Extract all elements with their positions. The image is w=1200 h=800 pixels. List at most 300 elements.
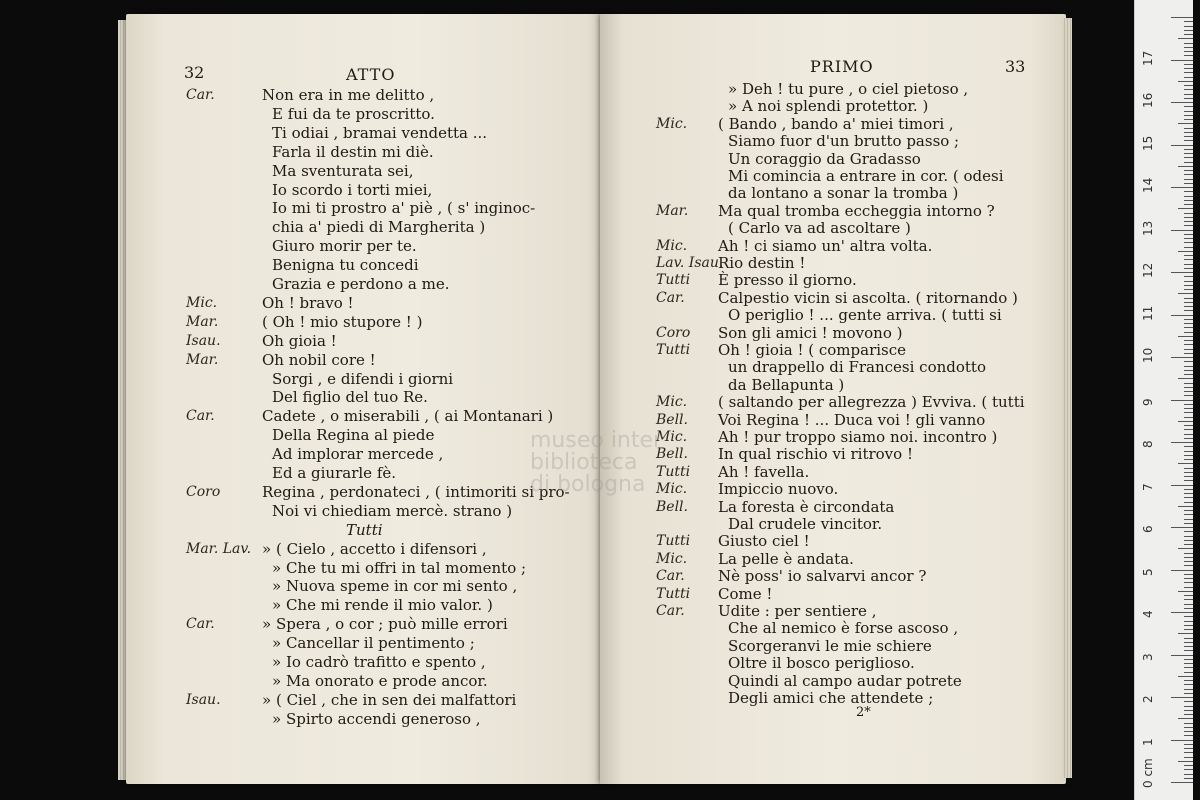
ruler-tick: [1184, 64, 1193, 65]
ruler-tick: [1184, 374, 1193, 375]
verse-line: La pelle è andata.: [718, 549, 854, 568]
verse-line: » Deh ! tu pure , o ciel pietoso ,: [728, 80, 969, 98]
ruler-tick: [1184, 43, 1193, 44]
ruler-tick: [1184, 225, 1193, 226]
ruler-tick: [1171, 442, 1193, 443]
ruler-tick: [1171, 782, 1193, 783]
ruler-tick: [1184, 361, 1193, 362]
speaker-label: Car.: [656, 603, 685, 619]
ruler-tick: [1184, 285, 1193, 286]
ruler-tick: [1184, 98, 1193, 99]
ruler-label: 9: [1141, 397, 1155, 406]
ruler-tick: [1184, 323, 1193, 324]
verse-line: » Io cadrò trafitto e spento ,: [272, 653, 486, 671]
signature-mark: 2*: [856, 705, 871, 720]
ruler-label: 15: [1141, 135, 1155, 151]
ruler-tick: [1184, 306, 1193, 307]
ruler-label: 11: [1141, 305, 1155, 321]
speaker-label: Bell.: [656, 446, 688, 463]
verse-line: Oltre il bosco periglioso.: [728, 654, 915, 673]
speaker-label: Car.: [186, 616, 215, 633]
watermark-line: di bologna: [530, 472, 646, 497]
ruler-tick: [1184, 557, 1193, 558]
ruler-tick: [1184, 459, 1193, 460]
ruler-tick: [1171, 655, 1193, 656]
verse-line: Oh gioia !: [262, 331, 337, 350]
ruler-tick: [1184, 778, 1193, 779]
speaker-label: Mic.: [656, 115, 688, 132]
ruler-tick: [1178, 293, 1193, 294]
ruler-tick: [1184, 667, 1193, 668]
ruler-tick: [1184, 94, 1193, 95]
ruler-tick: [1178, 463, 1193, 464]
verse-line: In qual rischio vi ritrovo !: [718, 445, 913, 464]
ruler-tick: [1178, 548, 1193, 549]
ruler-tick: [1184, 412, 1193, 413]
ruler-tick: [1184, 735, 1193, 736]
verse-line: ( Bando , bando a' miei timori ,: [718, 114, 954, 133]
ruler-tick: [1184, 774, 1193, 775]
ruler-tick: [1184, 183, 1193, 184]
ruler-tick: [1184, 51, 1193, 52]
verse-line: » ( Cielo , accetto i difensori ,: [262, 539, 487, 558]
ruler-label: 7: [1141, 482, 1155, 491]
verse-line: Giusto ciel !: [718, 532, 810, 551]
speaker-label: Tutti: [656, 272, 691, 289]
ruler-tick: [1184, 723, 1193, 724]
verse-line: Oh nobil core !: [262, 350, 376, 369]
right-page-header: PRIMO: [810, 57, 874, 76]
ruler-tick: [1184, 268, 1193, 269]
museum-watermark: [530, 430, 662, 496]
verse-line: Non era in me delitto ,: [262, 86, 435, 104]
speaker-label: Mic.: [656, 429, 688, 445]
ruler-tick: [1184, 519, 1193, 520]
ruler-tick: [1184, 242, 1193, 243]
ruler-tick: [1184, 689, 1193, 690]
verse-line: Cadete , o miserabili , ( ai Montanari ): [262, 407, 554, 426]
ruler-tick: [1184, 264, 1193, 265]
verse-line: » Spera , o cor ; può mille errori: [262, 615, 508, 634]
ruler-tick: [1178, 761, 1193, 762]
ruler-tick: [1184, 599, 1193, 600]
ruler-tick: [1184, 26, 1193, 27]
speaker-label: Coro: [186, 483, 221, 500]
verse-line: Siamo fuor d'un brutto passo ;: [728, 132, 960, 151]
verse-line: Farla il destin mi diè.: [272, 142, 434, 161]
ruler-tick: [1184, 531, 1193, 532]
ruler-tick: [1184, 77, 1193, 78]
verse-line: Ma sventurata sei,: [272, 161, 414, 180]
verse-line: » Nuova speme in cor mi sento ,: [272, 577, 518, 596]
verse-line: Ti odiai , bramai vendetta ...: [272, 123, 488, 142]
verse-line: da Bellapunta ): [728, 375, 845, 394]
ruler-tick: [1184, 289, 1193, 290]
verse-line: Io scordo i torti miei,: [272, 180, 433, 199]
ruler-tick: [1184, 706, 1193, 707]
speaker-label: Mar. Lav.: [186, 540, 252, 557]
ruler-tick: [1184, 502, 1193, 503]
verse-line: » Cancellar il pentimento ;: [272, 634, 475, 653]
verse-line: Ed a giurarle fè.: [272, 464, 397, 482]
ruler-tick: [1184, 85, 1193, 86]
verse-line: Noi vi chiediam mercè. strano ): [272, 501, 513, 520]
ruler-tick: [1184, 259, 1193, 260]
speaker-label: Mar.: [186, 351, 219, 368]
ruler-tick: [1184, 30, 1193, 31]
ruler-tick: [1171, 697, 1193, 698]
ruler-tick: [1178, 38, 1193, 39]
verse-line: Rio destin !: [718, 254, 806, 272]
ruler-tick: [1184, 132, 1193, 133]
ruler-tick: [1184, 438, 1193, 439]
verse-line: Ah ! ci siamo un' altra volta.: [718, 236, 933, 255]
ruler-tick: [1184, 727, 1193, 728]
verse-line: Voi Regina ! ... Duca voi ! gli vanno: [718, 410, 986, 429]
ruler-tick: [1184, 476, 1193, 477]
verse-line: La foresta è circondata: [718, 497, 895, 516]
ruler-tick: [1171, 17, 1193, 18]
ruler-tick: [1178, 336, 1193, 337]
verse-line: Giuro morir per te.: [272, 237, 417, 256]
ruler-tick: [1184, 115, 1193, 116]
measuring-ruler: [1134, 0, 1193, 800]
ruler-tick: [1184, 217, 1193, 218]
ruler-tick: [1184, 276, 1193, 277]
speaker-label: Mic.: [186, 294, 218, 311]
speaker-label: Mic.: [656, 481, 688, 498]
verse-line: ( saltando per allegrezza ) Evviva. ( tutti: [718, 393, 1025, 412]
verse-line: Calpestio vicin si ascolta. ( ritornando ): [718, 288, 1018, 307]
ruler-tick: [1171, 400, 1193, 401]
verse-line: Ma qual tromba eccheggia intorno ?: [718, 201, 995, 220]
verse-line: » Spirto accendi generoso ,: [272, 709, 481, 728]
ruler-tick: [1184, 672, 1193, 673]
ruler-tick: [1184, 340, 1193, 341]
ruler-tick: [1184, 191, 1193, 192]
speaker-label: Isau.: [186, 691, 221, 708]
speaker-label: Tutti: [656, 533, 691, 550]
ruler-tick: [1178, 633, 1193, 634]
verse-line: un drappello di Francesi condotto: [728, 358, 986, 377]
ruler-tick: [1184, 153, 1193, 154]
ruler-tick: [1178, 123, 1193, 124]
verse-line: Grazia e perdono a me.: [272, 275, 450, 293]
ruler-tick: [1184, 684, 1193, 685]
ruler-tick: [1184, 370, 1193, 371]
ruler-tick: [1171, 102, 1193, 103]
ruler-tick: [1184, 731, 1193, 732]
ruler-tick: [1184, 553, 1193, 554]
ruler-tick: [1171, 187, 1193, 188]
speaker-label: Car.: [656, 289, 685, 306]
watermark-line: museo inter: [530, 428, 663, 453]
ruler-tick: [1178, 378, 1193, 379]
verse-line: Regina , perdonateci , ( intimoriti si pro-: [262, 482, 570, 501]
ruler-tick: [1184, 128, 1193, 129]
ruler-tick: [1184, 408, 1193, 409]
speaker-label: Car.: [656, 568, 685, 585]
ruler-tick: [1184, 425, 1193, 426]
left-page-number: 32: [184, 63, 205, 82]
ruler-tick: [1184, 604, 1193, 605]
verse-line: Oh ! bravo !: [262, 293, 354, 312]
page-edges-right: [1062, 18, 1072, 778]
verse-line: ( Carlo va ad ascoltare ): [728, 219, 911, 238]
ruler-tick: [1184, 21, 1193, 22]
ruler-tick: [1184, 769, 1193, 770]
speaker-label: Tutti: [656, 585, 691, 602]
ruler-tick: [1184, 136, 1193, 137]
ruler-tick: [1184, 119, 1193, 120]
ruler-tick: [1184, 629, 1193, 630]
speaker-label: Bell.: [656, 411, 688, 428]
ruler-tick: [1184, 366, 1193, 367]
ruler-tick: [1184, 578, 1193, 579]
ruler-tick: [1184, 149, 1193, 150]
ruler-tick: [1184, 200, 1193, 201]
ruler-tick: [1184, 157, 1193, 158]
ruler-tick: [1184, 765, 1193, 766]
ruler-tick: [1184, 429, 1193, 430]
ruler-label: 3: [1141, 652, 1155, 661]
verse-line: Della Regina al piede: [272, 426, 435, 445]
ruler-tick: [1184, 47, 1193, 48]
ruler-tick: [1184, 319, 1193, 320]
verse-line: Udite : per sentiere ,: [718, 602, 877, 620]
ruler-tick: [1184, 298, 1193, 299]
ruler-tick: [1184, 111, 1193, 112]
ruler-tick: [1178, 166, 1193, 167]
ruler-tick: [1184, 587, 1193, 588]
verse-line: Tutti: [346, 520, 383, 539]
ruler-tick: [1184, 489, 1193, 490]
ruler-tick: [1184, 752, 1193, 753]
speaker-label: Mic.: [656, 550, 688, 567]
ruler-label: 4: [1141, 610, 1155, 618]
speaker-label: Mic.: [656, 237, 688, 254]
ruler-tick: [1178, 676, 1193, 677]
ruler-tick: [1184, 480, 1193, 481]
ruler-tick: [1184, 162, 1193, 163]
ruler-tick: [1184, 55, 1193, 56]
speaker-label: Bell.: [656, 498, 688, 515]
verse-line: Ah ! favella.: [718, 462, 810, 481]
ruler-tick: [1184, 642, 1193, 643]
speaker-label: Coro: [656, 324, 691, 341]
ruler-tick: [1184, 561, 1193, 562]
ruler-tick: [1184, 710, 1193, 711]
speaker-label: Lav. Isau.: [656, 255, 724, 271]
ruler-tick: [1184, 493, 1193, 494]
ruler-tick: [1178, 421, 1193, 422]
ruler-tick: [1184, 234, 1193, 235]
ruler-label: 8: [1141, 440, 1155, 448]
ruler-tick: [1184, 196, 1193, 197]
speaker-label: Isau.: [186, 332, 221, 349]
ruler-tick: [1184, 310, 1193, 311]
ruler-tick: [1184, 221, 1193, 222]
ruler-tick: [1184, 383, 1193, 384]
verse-line: Oh ! gioia ! ( comparisce: [718, 341, 907, 359]
ruler-tick: [1171, 145, 1193, 146]
ruler-tick: [1184, 565, 1193, 566]
ruler-tick: [1184, 281, 1193, 282]
left-page-header: ATTO: [346, 65, 396, 84]
verse-line: » Che tu mi offri in tal momento ;: [272, 558, 527, 577]
verse-line: da lontano a sonar la tromba ): [728, 184, 959, 203]
ruler-tick: [1171, 740, 1193, 741]
verse-line: » A noi splendi protettor. ): [728, 97, 929, 116]
ruler-tick: [1184, 391, 1193, 392]
speaker-label: Mic.: [656, 394, 688, 411]
ruler-tick: [1184, 650, 1193, 651]
ruler-tick: [1184, 523, 1193, 524]
verse-line: Come !: [718, 584, 773, 603]
verse-line: Dal crudele vincitor.: [728, 515, 883, 533]
ruler-tick: [1184, 536, 1193, 537]
ruler-label: 16: [1141, 92, 1155, 108]
ruler-tick: [1178, 208, 1193, 209]
ruler-tick: [1184, 140, 1193, 141]
ruler-label: 1: [1141, 737, 1155, 746]
ruler-tick: [1184, 204, 1193, 205]
verse-line: ( Oh ! mio stupore ! ): [262, 312, 423, 331]
ruler-tick: [1184, 349, 1193, 350]
ruler-tick: [1184, 544, 1193, 545]
verse-line: Ad implorar mercede ,: [272, 445, 444, 464]
verse-line: Nè poss' io salvarvi ancor ?: [718, 567, 927, 586]
verse-line: Quindi al campo audar potrete: [728, 671, 962, 690]
verse-line: Del figlio del tuo Re.: [272, 388, 428, 407]
ruler-tick: [1178, 718, 1193, 719]
ruler-tick: [1184, 608, 1193, 609]
ruler-tick: [1184, 353, 1193, 354]
ruler-tick: [1178, 591, 1193, 592]
ruler-tick: [1171, 60, 1193, 61]
ruler-tick: [1184, 510, 1193, 511]
ruler-tick: [1184, 582, 1193, 583]
ruler-tick: [1178, 506, 1193, 507]
ruler-tick: [1171, 315, 1193, 316]
ruler-tick: [1184, 714, 1193, 715]
ruler-tick: [1184, 748, 1193, 749]
ruler-tick: [1171, 527, 1193, 528]
ruler-tick: [1184, 34, 1193, 35]
ruler-label: 14: [1141, 177, 1155, 193]
ruler-tick: [1184, 693, 1193, 694]
ruler-tick: [1184, 387, 1193, 388]
verse-line: Un coraggio da Gradasso: [728, 149, 921, 168]
speaker-label: Mar.: [656, 202, 689, 219]
ruler-tick: [1184, 744, 1193, 745]
ruler-tick: [1184, 213, 1193, 214]
ruler-tick: [1184, 451, 1193, 452]
ruler-tick: [1184, 327, 1193, 328]
verse-line: Benigna tu concedi: [272, 256, 419, 275]
speaker-label: Car.: [186, 408, 215, 425]
ruler-tick: [1184, 179, 1193, 180]
ruler-tick: [1184, 395, 1193, 396]
watermark-line: biblioteca: [530, 450, 638, 475]
ruler-tick: [1184, 302, 1193, 303]
verse-line: Mi comincia a entrare in cor. ( odesi: [728, 167, 1004, 185]
ruler-label: 2: [1141, 695, 1155, 703]
ruler-label: 12: [1141, 262, 1155, 278]
verse-line: Son gli amici ! movono ): [718, 323, 903, 342]
ruler-label: 6: [1141, 525, 1155, 533]
ruler-tick: [1184, 468, 1193, 469]
ruler-tick: [1184, 638, 1193, 639]
verse-line: Ah ! pur troppo siamo noi. incontro ): [718, 428, 998, 446]
ruler-tick: [1184, 68, 1193, 69]
ruler-tick: [1184, 472, 1193, 473]
ruler-tick: [1184, 625, 1193, 626]
ruler-tick: [1171, 272, 1193, 273]
ruler-tick: [1184, 170, 1193, 171]
ruler-tick: [1184, 434, 1193, 435]
ruler-tick: [1184, 540, 1193, 541]
ruler-label: 13: [1141, 220, 1155, 236]
ruler-label: 10: [1141, 347, 1155, 363]
verse-line: Impiccio nuovo.: [718, 480, 839, 499]
ruler-tick: [1171, 485, 1193, 486]
verse-line: Sorgi , e difendi i giorni: [272, 369, 454, 388]
verse-line: O periglio ! ... gente arriva. ( tutti si: [728, 306, 1002, 325]
speaker-label: Car.: [186, 87, 215, 103]
verse-line: chia a' piedi di Margherita ): [272, 218, 486, 237]
ruler-tick: [1184, 89, 1193, 90]
ruler-tick: [1178, 251, 1193, 252]
ruler-label: 0 cm: [1141, 758, 1155, 788]
ruler-tick: [1184, 514, 1193, 515]
ruler-tick: [1184, 255, 1193, 256]
ruler-tick: [1184, 621, 1193, 622]
ruler-tick: [1184, 174, 1193, 175]
ruler-tick: [1184, 701, 1193, 702]
verse-line: Io mi ti prostro a' piè , ( s' inginoc-: [272, 199, 536, 218]
ruler-tick: [1184, 595, 1193, 596]
verse-line: E fui da te proscritto.: [272, 104, 435, 123]
verse-line: Che al nemico è forse ascoso ,: [728, 619, 959, 638]
ruler-tick: [1184, 446, 1193, 447]
ruler-tick: [1171, 357, 1193, 358]
verse-line: Degli amici che attendete ;: [728, 689, 934, 707]
ruler-tick: [1184, 238, 1193, 239]
ruler-tick: [1184, 659, 1193, 660]
ruler-tick: [1184, 646, 1193, 647]
speaker-label: Tutti: [656, 342, 691, 358]
ruler-tick: [1184, 332, 1193, 333]
ruler-tick: [1178, 81, 1193, 82]
ruler-tick: [1184, 497, 1193, 498]
ruler-tick: [1184, 574, 1193, 575]
ruler-tick: [1171, 570, 1193, 571]
ruler-tick: [1171, 612, 1193, 613]
verse-line: » Che mi rende il mio valor. ): [272, 596, 493, 615]
verse-line: » Ma onorato e prode ancor.: [272, 671, 488, 690]
verse-line: Scorgeranvi le mie schiere: [728, 636, 932, 655]
ruler-label: 17: [1141, 50, 1155, 66]
ruler-tick: [1184, 106, 1193, 107]
ruler-tick: [1184, 417, 1193, 418]
ruler-tick: [1184, 404, 1193, 405]
ruler-tick: [1184, 72, 1193, 73]
ruler-tick: [1184, 663, 1193, 664]
speaker-label: Mar.: [186, 313, 219, 330]
ruler-tick: [1184, 680, 1193, 681]
verse-line: » ( Ciel , che in sen dei malfattori: [262, 690, 517, 709]
